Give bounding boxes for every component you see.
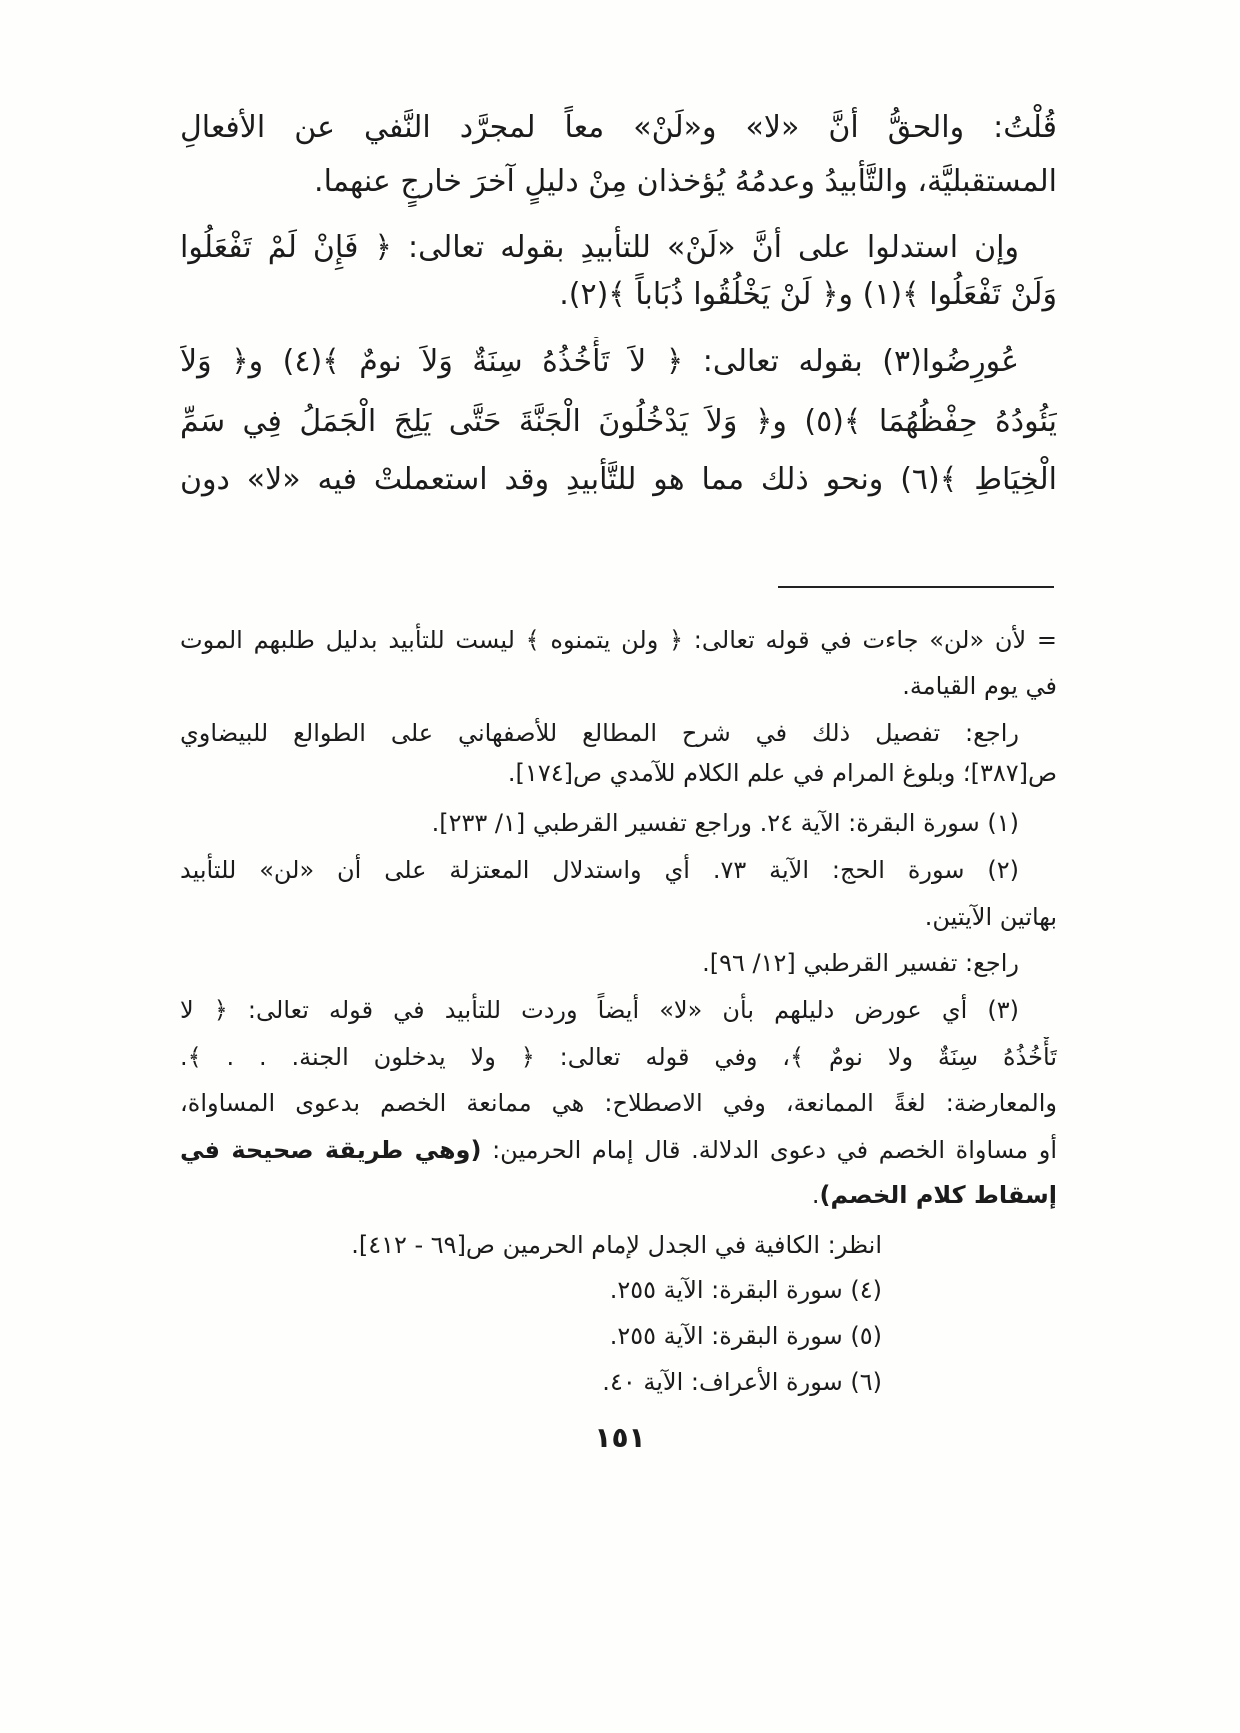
footnote-1: (١) سورة البقرة: الآية ٢٤. وراجع تفسير القرطبي [١/ ٢٣٣]. [431, 809, 1019, 837]
footnote-line: في يوم القيامة. [902, 672, 1057, 700]
main-text-line: الْخِيَاطِ ﴾(٦) ونحو ذلك مما هو للتَّأبيدِ وقد استعملتْ فيه «لا» دون [180, 462, 1057, 497]
footnote-line: تَأْخُذُهُ سِنَةٌ ولا نومٌ ﴾، وفي قوله تعالى: ﴿ ولا يدخلون الجنة. . . ﴾. [180, 1043, 1057, 1071]
footnote-line: راجع: تفسير القرطبي [١٢/ ٩٦]. [702, 949, 1019, 977]
footnote-4: (٤) سورة البقرة: الآية ٢٥٥. [609, 1276, 882, 1304]
footnote-6: (٦) سورة الأعراف: الآية ٤٠. [602, 1368, 882, 1396]
main-text-line: قُلْتُ: والحقُّ أنَّ «لا» و«لَنْ» معاً لمجرَّد النَّفي عن الأفعالِ [180, 110, 1057, 145]
footnote-line: = لأن «لن» جاءت في قوله تعالى: ﴿ ولن يتمنوه ﴾ ليست للتأبيد بدليل طلبهم الموت [180, 626, 1057, 654]
footnote-emphasis: إسقاط كلام الخصم) [819, 1181, 1057, 1209]
footnote-line: انظر: الكافية في الجدل لإمام الحرمين ص[٦٩ - ٤١٢]. [351, 1231, 882, 1259]
main-text-line: عُورِضُوا(٣) بقوله تعالى: ﴿ لاَ تَأْخُذُهُ سِنَةٌ وَلاَ نومٌ ﴾(٤) و﴿ وَلاَ [180, 344, 1019, 379]
footnote-3: (٣) أي عورض دليلهم بأن «لا» أيضاً وردت للتأبيد في قوله تعالى: ﴿ لا [180, 996, 1019, 1024]
footnote-line: راجع: تفصيل ذلك في شرح المطالع للأصفهاني على الطوالع للبيضاوي [180, 719, 1019, 747]
footnote-line: والمعارضة: لغةً الممانعة، وفي الاصطلاح: هي ممانعة الخصم بدعوى المساواة، [180, 1089, 1057, 1117]
footnote-2: (٢) سورة الحج: الآية ٧٣. أي واستدلال المعتزلة على أن «لن» للتأبيد [180, 856, 1019, 884]
page-number: ١٥١ [594, 1421, 646, 1454]
footnote-line [180, 1130, 1057, 1170]
main-text-line: المستقبليَّة، والتَّأبيدُ وعدمُهُ يُؤخذان مِنْ دليلٍ آخرَ خارجٍ عنهما. [314, 164, 1057, 199]
footnote-5: (٥) سورة البقرة: الآية ٢٥٥. [609, 1322, 882, 1350]
footnote-text: أو مساواة الخصم في دعوى الدلالة. قال إمام الحرمين: [481, 1136, 1057, 1164]
footnote-line: بهاتين الآيتين. [924, 903, 1057, 931]
footnote-line: ص[٣٨٧]؛ وبلوغ المرام في علم الكلام للآمدي ص[١٧٤]. [507, 759, 1057, 787]
footnote-emphasis: (وهي طريقة صحيحة في [180, 1136, 482, 1164]
footnote-text: . [811, 1181, 820, 1209]
footnote-separator [778, 586, 1054, 588]
main-text-line: يَئُودُهُ حِفْظُهُمَا ﴾(٥) و﴿ وَلاَ يَدْخُلُونَ الْجَنَّةَ حَتَّى يَلِجَ الْجَمَلُ فِي سَمِّ [180, 404, 1057, 439]
main-text-line: وإن استدلوا على أنَّ «لَنْ» للتأبيدِ بقوله تعالى: ﴿ فَإِنْ لَمْ تَفْعَلُوا [180, 230, 1019, 265]
footnote-line [180, 1175, 1057, 1215]
main-text-line: وَلَنْ تَفْعَلُوا ﴾(١) و﴿ لَنْ يَخْلُقُوا ذُبَاباً ﴾(٢). [559, 277, 1057, 312]
